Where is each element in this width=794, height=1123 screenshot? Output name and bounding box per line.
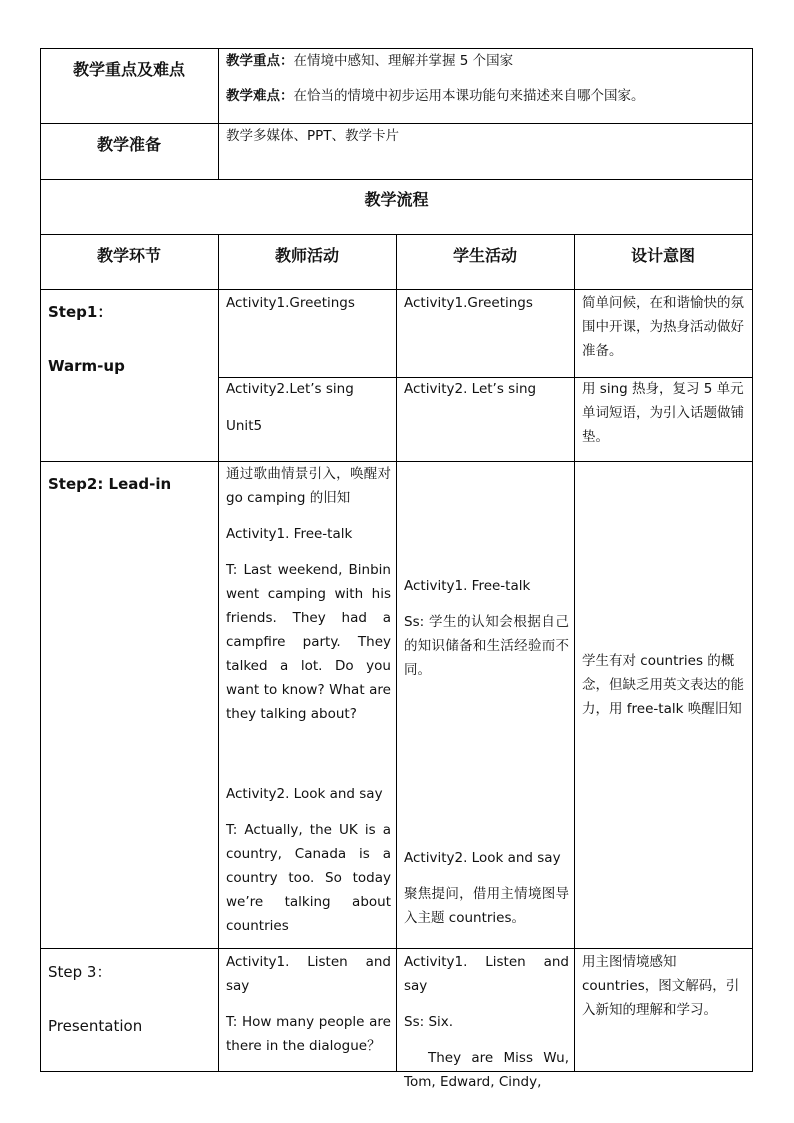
step3-student-a1-text: Ss: Six. <box>404 1014 454 1030</box>
col-divider <box>218 48 219 179</box>
step3-teacher <box>226 950 391 1058</box>
step2-student-a2 <box>404 846 569 930</box>
step2-name: Step2: Lead-in <box>48 475 172 493</box>
step2-teacher-a1-title: Activity1. Free-talk <box>226 526 353 542</box>
step1-teacher-a1: Activity1.Greetings <box>226 295 355 311</box>
column-header-student: 学生活动 <box>452 246 517 265</box>
col-divider <box>218 234 219 1072</box>
step1-label: Step1： <box>48 303 113 321</box>
column-header-stage: 教学环节 <box>96 246 161 265</box>
step1-title: Warm-up <box>48 357 125 375</box>
row-divider <box>40 179 753 180</box>
step2-intent: 学生有对 countries 的概念，但缺乏用英文表达的能力，用 free-talk 唤醒旧知 <box>582 653 744 717</box>
step2-teacher-a1-text: T: Last weekend, Binbin went camping with his friends. They had a campfire party. They talked a lot. Do you want to know? What are they talking about? <box>226 562 391 722</box>
step3-student <box>404 950 569 1094</box>
step3-teacher-a1-title: Activity1. Listen and say <box>226 954 391 994</box>
step2-teacher-intro: 通过歌曲情景引入，唤醒对 go camping 的旧知 <box>226 466 391 506</box>
difficulty-label: 教学难点： <box>226 88 294 104</box>
step1-student-a2: Activity2. Let’s sing <box>404 381 537 397</box>
col-divider <box>396 234 397 1072</box>
step3-label: Step 3： <box>48 963 112 981</box>
difficulty-text: 在恰当的情境中初步运用本课功能句来描述来自哪个国家。 <box>293 88 645 104</box>
step3-student-a1-title: Activity1. Listen and say <box>404 954 569 994</box>
step1-teacher-a2-unit: Unit5 <box>226 418 263 434</box>
column-header-intent: 设计意图 <box>630 246 695 265</box>
step2-teacher-a2-text: T: Actually, the UK is a country, Canada is a country too. So today we’re talking about countries <box>226 822 391 934</box>
step3-teacher-a1-text: T: How many people are there in the dialogue？ <box>226 1014 391 1054</box>
step3-student-a1-text2: They are Miss Wu, Tom, Edward, Cindy, <box>404 1050 569 1090</box>
column-header-teacher: 教师活动 <box>274 246 339 265</box>
step2-student-a1-title: Activity1. Free-talk <box>404 578 531 594</box>
step3-intent: 用主图情境感知 countries，图文解码，引入新知的理解和学习。 <box>582 954 740 1018</box>
step2-student-a2-text: 聚焦提问，借用主情境图导入主题 countries。 <box>404 886 569 926</box>
focus-label: 教学重点： <box>226 53 294 69</box>
step2-student-a1-text: Ss: 学生的认知会根据自己的知识储备和生活经验而不同。 <box>404 614 569 678</box>
step2-student-a2-title: Activity2. Look and say <box>404 850 561 866</box>
step1-teacher-a2 <box>226 377 391 438</box>
key-points-content <box>226 48 748 109</box>
prep-label: 教学准备 <box>96 135 161 154</box>
step1-student-a1: Activity1.Greetings <box>404 295 533 311</box>
step1-name <box>48 300 213 378</box>
prep-text: 教学多媒体、PPT、教学卡片 <box>226 128 400 144</box>
col-divider <box>574 234 575 1072</box>
flow-title: 教学流程 <box>364 190 429 209</box>
focus-text: 在情境中感知、理解并掌握 5 个国家 <box>293 53 514 69</box>
step3-name <box>48 960 213 1038</box>
step2-teacher-a2-title: Activity2. Look and say <box>226 786 383 802</box>
step1-teacher-a2-title: Activity2.Let’s sing <box>226 381 354 397</box>
step2-student-a1 <box>404 574 569 682</box>
key-points-label: 教学重点及难点 <box>72 60 185 79</box>
step1-intent-a2: 用 sing 热身，复习 5 单元单词短语，为引入话题做铺垫。 <box>582 381 744 445</box>
step1-intent-a1: 简单问候，在和谐愉快的氛围中开课，为热身活动做好准备。 <box>582 295 744 359</box>
step2-teacher <box>226 462 391 938</box>
step3-title: Presentation <box>48 1017 143 1035</box>
